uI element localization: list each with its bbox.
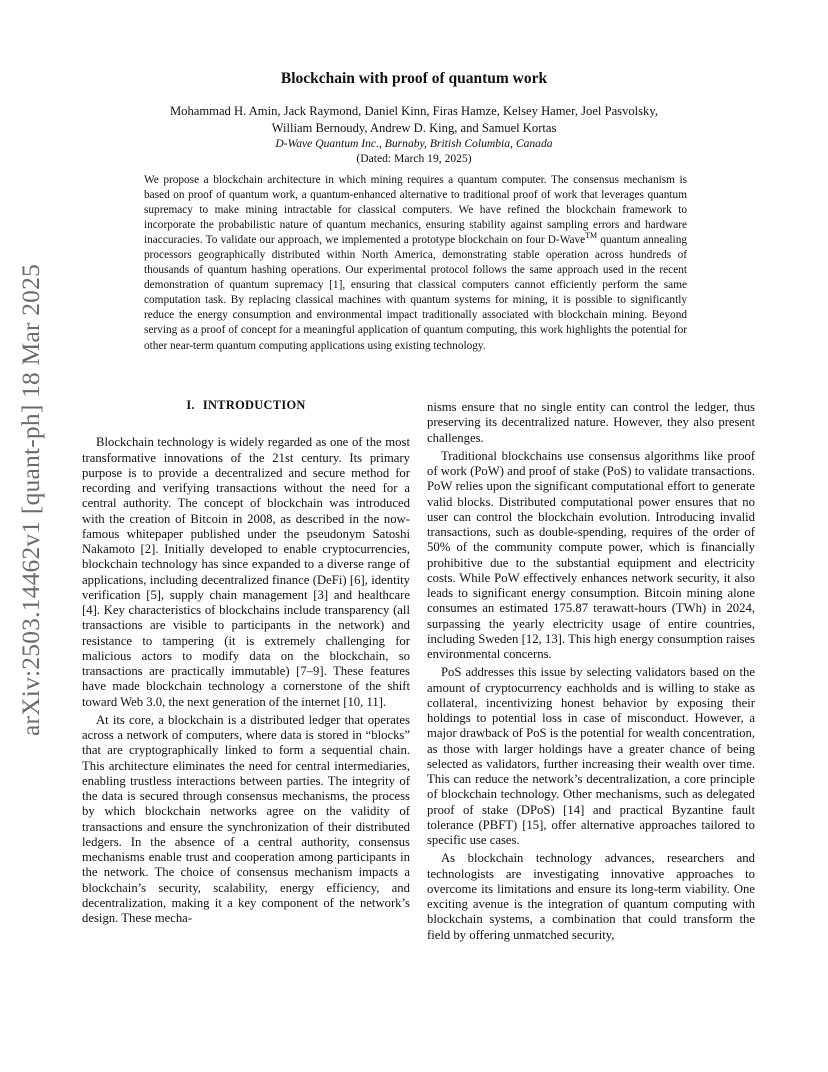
- left-column: [82, 398, 410, 929]
- trademark-mark: TM: [585, 231, 598, 241]
- paragraph: nisms ensure that no single entity can control the ledger, thus preserving its decentralized nature. However, they also present challenges.: [427, 400, 755, 445]
- section-title: INTRODUCTION: [202, 398, 306, 412]
- date-line: (Dated: March 19, 2025): [356, 152, 472, 165]
- abstract-text-part2: quantum annealing processors geographically distributed within North America, demonstrating stable operation across hundreds of thousands of quantum hashing operations. Our experimental protocol follows the same approach used in the recent demonstration of quantum supremacy [1], ensuring that classical computers cannot efficiently perform the same computation task. By replacing classical machines with quantum systems for mining, it is possible to significantly reduce the energy consumption and environmental impact traditionally associated with blockchain mining. Beyond serving as a proof of concept for a meaningful application of quantum computing, this work highlights the potential for other near-term quantum computing applications using existing technology.: [144, 234, 687, 352]
- paragraph: Blockchain technology is widely regarded as one of the most transformative innovations of the 21st century. Its primary purpose is to provide a decentralized and secure method for recording and verifying transactions without the need for a central authority. The concept of blockchain was introduced with the creation of Bitcoin in 2008, as described in the now-famous whitepaper published under the pseudonym Satoshi Nakamoto [2]. Initially developed to enable cryptocurrencies, blockchain technology has since expanded to a diverse range of applications, including decentralized finance (DeFi) [6], identity verification [5], supply chain management [3] and healthcare [4]. Key characteristics of blockchains include transparency (all transactions are visible to participants in the network) and resistance to tampering (it is extremely challenging for malicious actors to modify data on the blockchain, so transactions are practically immutable) [7–9]. These features have made blockchain technology a cornerstone of the shift toward Web 3.0, the next generation of the internet [10, 11].: [82, 435, 410, 709]
- paragraph: As blockchain technology advances, researchers and technologists are investigating innovative approaches to overcome its limitations and ensure its long-term viability. One exciting avenue is the integration of quantum computing with blockchain systems, a combination that could transform the field by offering unmatched security,: [427, 851, 755, 942]
- abstract: [144, 173, 687, 354]
- arxiv-sidebar: [6, 263, 56, 737]
- section-number: I.: [186, 398, 195, 412]
- section-heading: [82, 398, 410, 413]
- abstract-text-part1: We propose a blockchain architecture in which mining requires a quantum computer. The consensus mechanism is based on proof of quantum work, a quantum-enhanced alternative to traditional proof of work that leverages quantum supremacy to make mining intractable for classical computers. We have refined the blockchain framework to incorporate the probabilistic nature of quantum mechanics, ensuring stability against sampling errors and hardware inaccuracies. To validate our approach, we implemented a prototype blockchain on four D-Wave: [144, 174, 687, 247]
- affiliation: D-Wave Quantum Inc., Burnaby, British Columbia, Canada: [275, 137, 553, 150]
- author-list: Mohammad H. Amin, Jack Raymond, Daniel Kinn, Firas Hamze, Kelsey Hamer, Joel Pasvolsky, William Bernoudy, Andrew D. King, and Samuel Kortas: [169, 104, 658, 135]
- paragraph: Traditional blockchains use consensus algorithms like proof of work (PoW) and proof of stake (PoS) to validate transactions. PoW relies upon the significant computational effort to generate valid blocks. Distributed computational power ensures that no user can control the blockchain evolution. Introducing invalid transactions, such as double-spending, requires of the order of 50% of the community compute power, which is financially prohibitive due to the substantial equipment and electricity costs. While PoW effectively enhances network security, it also leads to significant energy consumption. Bitcoin mining alone consumes an estimated 175.87 terawatt-hours (TWh) in 2024, surpassing the yearly electricity usage of entire countries, including Sweden [12, 13]. This high energy consumption raises environmental concerns.: [427, 448, 755, 661]
- paper-title: Blockchain with proof of quantum work: [280, 70, 548, 87]
- right-column: [427, 400, 755, 946]
- paragraph: PoS addresses this issue by selecting validators based on the amount of cryptocurrency eachholds and is willing to stake as collateral, incentivizing honest behavior by exposing their holdings to potential loss in case of misconduct. However, a major drawback of PoS is the potential for wealth concentration, as those with larger holdings have a greater chance of being selected as validators, further increasing their wealth over time. This can reduce the network’s decentralization, a core principle of blockchain technology. Other mechanisms, such as delegated proof of stake (DPoS) [14] and practical Byzantine fault tolerance (PBFT) [15], offer alternative approaches tailored to specific use cases.: [427, 665, 755, 847]
- arxiv-identifier: arXiv:2503.14462v1 [quant-ph] 18 Mar 2025: [16, 263, 45, 737]
- paragraph: At its core, a blockchain is a distributed ledger that operates across a network of computers, where data is stored in “blocks” that are cryptographically linked to form a sequential chain. This architecture eliminates the need for central intermediaries, enabling trustless interactions between parties. The integrity of the data is secured through consensus mechanisms, the process by which blockchain networks agree on the validity of transactions and ensure the synchronization of their distributed ledgers. In the absence of a central authority, consensus mechanisms enable trust and cooperation among participants in the network. The choice of consensus mechanism impacts a blockchain’s security, scalability, energy efficiency, and decentralization, making it a key component of the network’s design. These mecha-: [82, 712, 410, 925]
